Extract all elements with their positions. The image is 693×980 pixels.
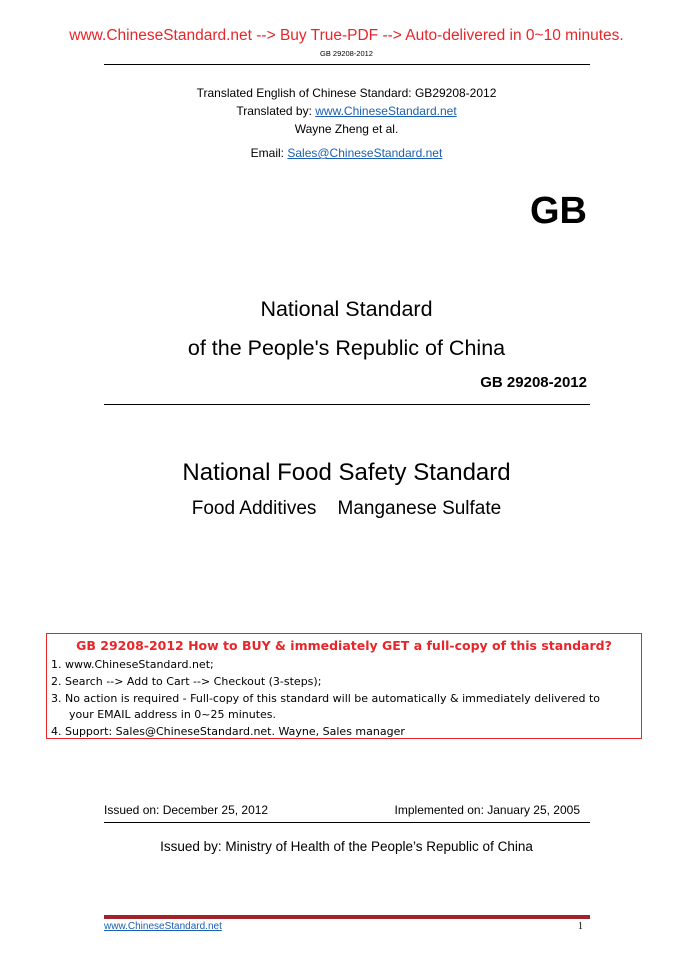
- issuing-authority: Issued by: Ministry of Health of the People’s Republic of China: [160, 839, 533, 854]
- email-label: Email:: [250, 146, 288, 160]
- purchase-step: 2. Search --> Add to Cart --> Checkout (3-steps);: [51, 675, 322, 688]
- title-rule: [104, 404, 590, 405]
- header-standard-code: GB 29208-2012: [320, 49, 373, 58]
- footer-rule: [104, 915, 590, 919]
- translated-by-label: Translated by:: [236, 104, 316, 118]
- header-rule: [104, 64, 590, 65]
- issued-on-date: Issued on: December 25, 2012: [104, 803, 269, 817]
- translation-line: Translated English of Chinese Standard: GB29208-2012: [196, 86, 497, 100]
- purchase-step: 1. www.ChineseStandard.net;: [51, 658, 214, 671]
- purchase-info-box: [46, 633, 642, 739]
- purchase-step: 3. No action is required - Full-copy of this standard will be automatically & immediately delivered to: [51, 692, 600, 705]
- national-standard-subtitle: of the People's Republic of China: [187, 336, 506, 360]
- standard-code: GB 29208-2012: [480, 374, 587, 391]
- top-banner: www.ChineseStandard.net --> Buy True-PDF --> Auto-delivered in 0~10 minutes.: [69, 27, 624, 44]
- implemented-on-date: Implemented on: January 25, 2005: [394, 803, 580, 817]
- national-standard-title: National Standard: [260, 297, 433, 321]
- footer-website-link[interactable]: www.ChineseStandard.net: [104, 921, 222, 932]
- email-line: [0, 146, 693, 160]
- email-link[interactable]: Sales@ChineseStandard.net: [287, 146, 443, 160]
- translators: Wayne Zheng et al.: [294, 122, 399, 136]
- gb-mark: GB: [530, 190, 587, 232]
- dates-rule: [104, 822, 590, 823]
- translated-by: [0, 104, 693, 118]
- page-number: 1: [578, 921, 583, 932]
- translator-website-link[interactable]: www.ChineseStandard.net: [315, 104, 457, 118]
- purchase-step: 4. Support: Sales@ChineseStandard.net. Wayne, Sales manager: [51, 725, 405, 738]
- document-title: National Food Safety Standard: [182, 459, 511, 486]
- purchase-step-continuation: your EMAIL address in 0~25 minutes.: [69, 708, 277, 721]
- purchase-box-title: GB 29208-2012 How to BUY & immediately GET a full-copy of this standard?: [76, 638, 612, 653]
- document-subtitle: Food Additives Manganese Sulfate: [191, 498, 502, 519]
